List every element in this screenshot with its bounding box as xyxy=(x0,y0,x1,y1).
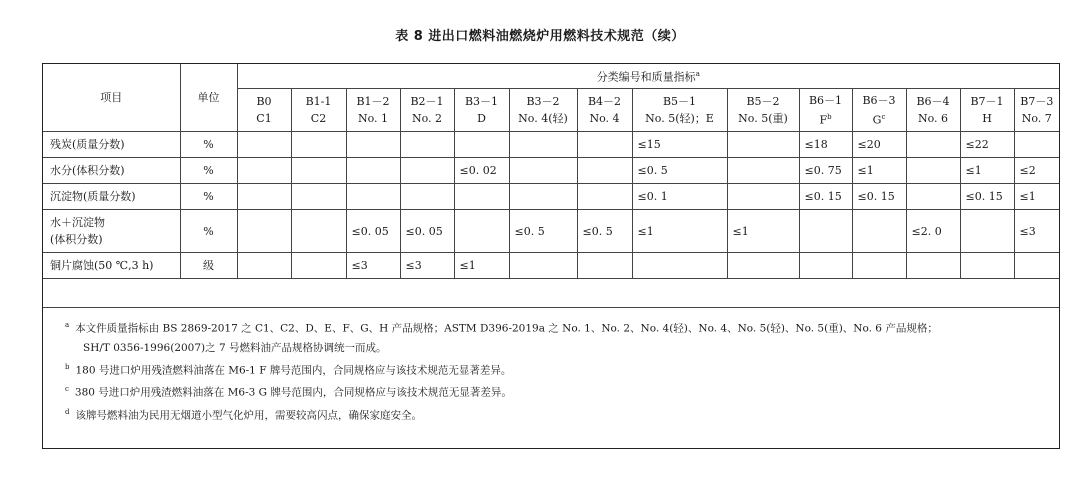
table-cell xyxy=(1014,132,1059,158)
table-cell xyxy=(906,184,960,210)
spec-table xyxy=(43,64,1059,279)
footnote-mark: d xyxy=(65,407,70,416)
code-line-1: B0 xyxy=(256,95,272,108)
code-line-1: B7－3 xyxy=(1020,95,1054,108)
row-unit: % xyxy=(180,132,237,158)
table-cell xyxy=(291,184,346,210)
footnote-ref: c xyxy=(881,112,886,121)
code-line-2: D xyxy=(477,112,486,125)
row-item-label: 水分(体积分数) xyxy=(43,158,180,184)
table-cell: ≤0. 5 xyxy=(577,210,632,253)
table-cell: ≤0. 15 xyxy=(852,184,906,210)
table-row xyxy=(43,132,1059,158)
row-unit: % xyxy=(180,184,237,210)
table-cell: ≤0. 5 xyxy=(632,158,727,184)
code-header-cell xyxy=(906,89,960,132)
code-line-2: C2 xyxy=(310,112,327,125)
code-line-1: B2－1 xyxy=(410,95,444,108)
table-cell xyxy=(906,253,960,279)
table-cell xyxy=(346,158,400,184)
row-item-label: 铜片腐蚀(50 ℃,3 h) xyxy=(43,253,180,279)
table-cell xyxy=(577,184,632,210)
footnote-text: 本文件质量指标由 BS 2869-2017 之 C1、C2、D、E、F、G、H 产品规格；ASTM D396-2019a 之 No. 1、No. 2、No. 4(轻)、No. 4、No. 5(轻)、No. 5(重)、No. 6 产品规格； xyxy=(75,322,938,335)
code-line-2: $F^b$ xyxy=(819,112,832,127)
footnote-mark: a xyxy=(65,321,70,329)
table-cell: ≤0. 1 xyxy=(632,184,727,210)
code-line-1: B6－4 xyxy=(916,95,950,108)
table-cell xyxy=(727,158,799,184)
code-header-cell xyxy=(454,89,509,132)
table-cell xyxy=(727,253,799,279)
code-line-1: B4－2 xyxy=(587,95,622,108)
table-cell xyxy=(960,210,1014,253)
table-cell: ≤1 xyxy=(727,210,799,253)
table-row xyxy=(43,184,1059,210)
table-cell xyxy=(852,253,906,279)
table-cell xyxy=(509,132,577,158)
footnote-mark: b xyxy=(65,362,70,371)
table-cell xyxy=(291,132,346,158)
code-line-1: B5－1 xyxy=(662,95,697,108)
table-cell xyxy=(400,184,454,210)
footnote-mark: c xyxy=(65,385,69,393)
table-row xyxy=(43,253,1059,279)
table-cell: ≤2. 0 xyxy=(906,210,960,253)
table-cell xyxy=(237,132,291,158)
table-cell xyxy=(291,158,346,184)
table-cell xyxy=(291,210,346,253)
code-header-cell xyxy=(346,89,400,132)
table-cell: ≤0. 05 xyxy=(346,210,400,253)
code-header-cell xyxy=(960,89,1014,132)
table-cell: ≤18 xyxy=(799,132,852,158)
table-cell xyxy=(632,253,727,279)
code-line-2: No. 5(重) xyxy=(738,112,788,125)
code-line-1: B5－2 xyxy=(746,95,780,108)
table-cell xyxy=(237,210,291,253)
table-cell xyxy=(960,253,1014,279)
table-cell: ≤0. 05 xyxy=(400,210,454,253)
table-cell: ≤0. 5 xyxy=(509,210,577,253)
code-line-2: No. 4 xyxy=(589,112,620,125)
table-cell xyxy=(346,132,400,158)
table-cell: ≤3 xyxy=(1014,210,1059,253)
footnote-continuation: SH/T 0356-1996(2007)之 7 号燃料油产品规格协调统一而成。 xyxy=(83,341,387,354)
table-cell xyxy=(291,253,346,279)
code-line-2: No. 7 xyxy=(1021,112,1052,125)
footnote xyxy=(65,380,1045,403)
code-header-cell xyxy=(852,89,906,132)
table-cell: ≤3 xyxy=(346,253,400,279)
table-cell: ≤1 xyxy=(632,210,727,253)
spec-table-frame xyxy=(42,63,1060,449)
code-header-cell xyxy=(1014,89,1059,132)
table-cell xyxy=(906,132,960,158)
table-cell: ≤0. 15 xyxy=(960,184,1014,210)
code-header-cell xyxy=(509,89,577,132)
row-item-label: 残炭(质量分数) xyxy=(43,132,180,158)
footnotes xyxy=(43,307,1059,425)
header-row xyxy=(43,64,1059,89)
item-header: 项目 xyxy=(43,64,180,132)
code-line-2: No. 2 xyxy=(411,112,443,125)
code-line-1: B1-1 xyxy=(305,95,332,108)
footnote xyxy=(65,316,1045,358)
table-cell: ≤1 xyxy=(852,158,906,184)
table-cell xyxy=(509,253,577,279)
table-cell xyxy=(346,184,400,210)
table-cell: ≤0. 15 xyxy=(799,184,852,210)
footnote-text: 380 号进口炉用残渣燃料油落在 M6-3 G 牌号范围内，合同规格应与该技术规范无显著差异。 xyxy=(74,386,512,399)
table-cell: ≤0. 02 xyxy=(454,158,509,184)
footnote-text: 该牌号燃料油为民用无烟道小型气化炉用，需要较高闪点，确保家庭安全。 xyxy=(75,409,422,421)
row-unit: 级 xyxy=(180,253,237,279)
table-cell xyxy=(509,184,577,210)
table-cell xyxy=(237,158,291,184)
table-cell xyxy=(799,253,852,279)
table-cell xyxy=(727,184,799,210)
code-header-cell xyxy=(291,89,346,132)
code-header-cell xyxy=(400,89,454,132)
code-line-2: H xyxy=(982,112,992,125)
code-header-cell xyxy=(632,89,727,132)
table-cell: ≤0. 75 xyxy=(799,158,852,184)
code-header-cell xyxy=(577,89,632,132)
table-row xyxy=(43,210,1059,253)
footnote xyxy=(65,403,1045,426)
code-line-2: No. 5(轻)；E xyxy=(645,112,714,125)
table-cell xyxy=(400,132,454,158)
row-unit: % xyxy=(180,210,237,253)
code-header-cell xyxy=(727,89,799,132)
group-header: 分类编号和质量指标$^a$ xyxy=(237,64,1059,89)
table-cell xyxy=(454,184,509,210)
table-cell: ≤2 xyxy=(1014,158,1059,184)
table-cell: ≤1 xyxy=(1014,184,1059,210)
table-cell xyxy=(577,253,632,279)
table-cell xyxy=(509,158,577,184)
code-line-1: B7－1 xyxy=(970,95,1004,108)
code-line-1: B1－2 xyxy=(356,95,390,108)
unit-header: 单位 xyxy=(180,64,237,132)
table-cell xyxy=(906,158,960,184)
table-cell: ≤22 xyxy=(960,132,1014,158)
table-cell xyxy=(454,210,509,253)
row-item-label: 水＋沉淀物 (体积分数) xyxy=(43,210,180,253)
table-row xyxy=(43,158,1059,184)
row-unit: % xyxy=(180,158,237,184)
table-cell: ≤15 xyxy=(632,132,727,158)
footnote-ref: b xyxy=(827,112,832,121)
row-item-label: 沉淀物(质量分数) xyxy=(43,184,180,210)
code-line-1: B3－1 xyxy=(464,95,499,108)
code-header-cell xyxy=(799,89,852,132)
table-cell xyxy=(852,210,906,253)
table-cell xyxy=(237,253,291,279)
table-cell xyxy=(400,158,454,184)
table-cell: ≤1 xyxy=(454,253,509,279)
table-cell: ≤3 xyxy=(400,253,454,279)
table-cell xyxy=(1014,253,1059,279)
table-cell xyxy=(454,132,509,158)
footnote xyxy=(65,358,1045,381)
code-line-2: $G^c$ xyxy=(872,112,886,127)
table-cell xyxy=(577,132,632,158)
table-cell xyxy=(799,210,852,253)
footnote-text: 180 号进口炉用残渣燃料油落在 M6-1 F 牌号范围内，合同规格应与该技术规范无显著差异。 xyxy=(75,364,512,376)
code-line-2: C1 xyxy=(256,112,272,125)
table-cell xyxy=(727,132,799,158)
table-cell xyxy=(237,184,291,210)
code-line-1: B6－3 xyxy=(862,93,896,107)
code-line-2: No. 1 xyxy=(357,112,389,125)
code-line-2: No. 6 xyxy=(917,112,949,125)
table-cell: ≤1 xyxy=(960,158,1014,184)
code-line-2: No. 4(轻) xyxy=(518,112,568,125)
code-line-1: B3－2 xyxy=(526,95,560,108)
table-cell: ≤20 xyxy=(852,132,906,158)
table-caption: 表 8 进出口燃料油燃烧炉用燃料技术规范（续） xyxy=(395,29,685,44)
code-header-cell xyxy=(237,89,291,132)
table-cell xyxy=(577,158,632,184)
code-line-1: B6－1 xyxy=(808,93,843,107)
